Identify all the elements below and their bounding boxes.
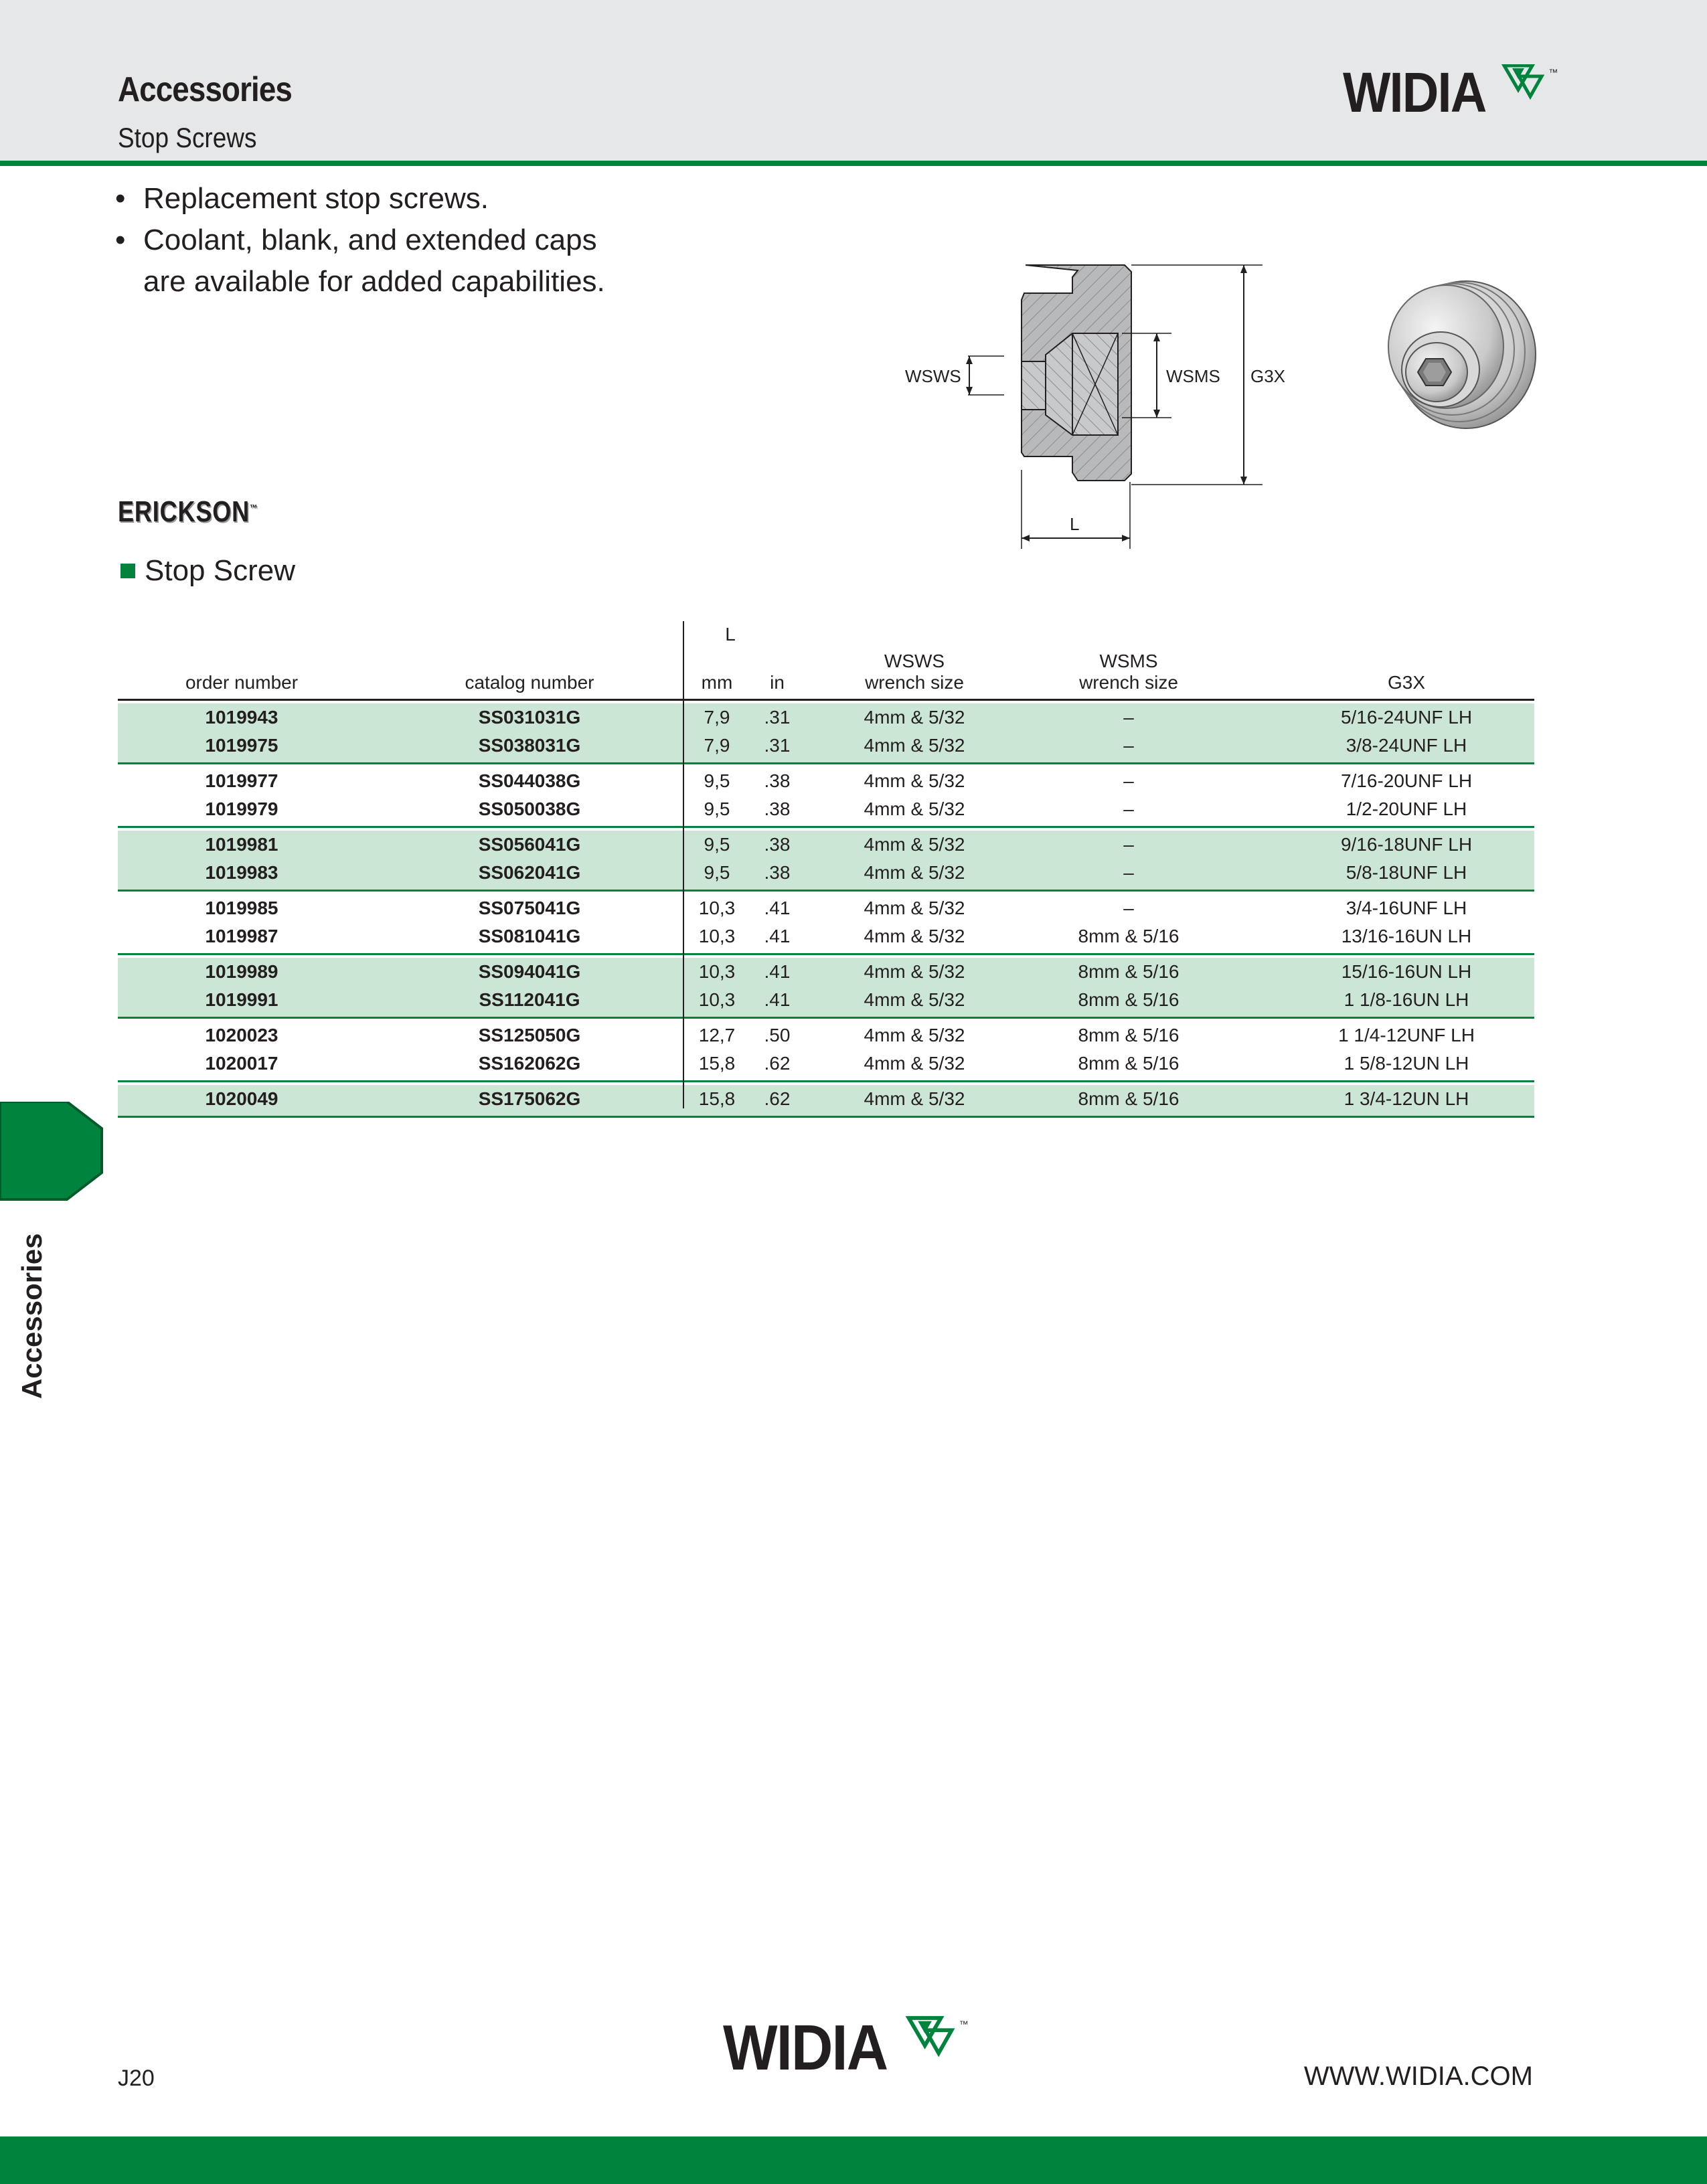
cell-in: .38 — [764, 770, 791, 791]
col-header-l: L — [725, 624, 736, 645]
table-row — [118, 767, 1534, 795]
cell-wsms: – — [1123, 799, 1134, 819]
stop-screw-product-image — [1359, 262, 1546, 436]
table-row-group — [118, 1085, 1534, 1118]
green-square-icon — [120, 564, 135, 578]
cell-g3x: 7/16-20UNF LH — [1340, 770, 1473, 791]
cell-catalog: SS031031G — [478, 707, 581, 728]
stop-screw-cross-section-diagram — [897, 254, 1312, 556]
cell-order: 1019985 — [205, 898, 278, 918]
cell-wsms: 8mm & 5/16 — [1078, 989, 1180, 1010]
cell-catalog: SS050038G — [478, 799, 581, 819]
cell-wsws: 4mm & 5/32 — [864, 926, 965, 946]
page-title: Accessories — [118, 70, 292, 109]
cell-wsms: 8mm & 5/16 — [1078, 1088, 1180, 1109]
cell-in: .50 — [764, 1025, 791, 1045]
cell-in: .41 — [764, 926, 791, 946]
col-header-wsws: WSWS — [884, 651, 945, 671]
feature-bullets — [115, 178, 605, 303]
cell-mm: 15,8 — [698, 1088, 736, 1109]
table-row — [118, 958, 1534, 986]
cell-mm: 12,7 — [698, 1025, 736, 1045]
widia-logo-text: WIDIA — [1343, 61, 1486, 124]
cell-in: .31 — [764, 735, 791, 756]
cell-wsms: – — [1123, 707, 1134, 728]
erickson-brand-logo: ERICKSON™ — [118, 495, 258, 528]
cell-wsms: – — [1123, 735, 1134, 756]
cell-wsms: 8mm & 5/16 — [1078, 1053, 1180, 1074]
cell-order: 1019979 — [205, 799, 278, 819]
column-divider — [683, 621, 684, 1108]
widia-triangle-icon — [906, 2016, 959, 2063]
side-tab-label: Accessories — [16, 1233, 48, 1399]
cell-wsms: – — [1123, 898, 1134, 918]
cell-g3x: 1 5/8-12UN LH — [1344, 1053, 1469, 1074]
table-body — [118, 703, 1534, 1118]
cell-order: 1020049 — [205, 1088, 278, 1109]
section-side-tab — [0, 1102, 107, 1202]
widia-logo-footer — [723, 2012, 969, 2084]
section-heading — [120, 554, 295, 588]
cell-g3x: 15/16-16UN LH — [1341, 961, 1472, 982]
table-header — [118, 621, 1534, 701]
table-row — [118, 859, 1534, 887]
page-subtitle: Stop Screws — [118, 122, 257, 153]
cell-wsws: 4mm & 5/32 — [864, 707, 965, 728]
table-row — [118, 732, 1534, 760]
stop-screw-table — [118, 621, 1534, 1118]
cell-mm: 7,9 — [704, 707, 730, 728]
cell-mm: 10,3 — [698, 989, 736, 1010]
table-row-group — [118, 894, 1534, 955]
col-header-in: in — [770, 672, 785, 693]
header-rule — [0, 161, 1707, 166]
table-row-group — [118, 1021, 1534, 1082]
cell-in: .38 — [764, 799, 791, 819]
cell-catalog: SS112041G — [479, 989, 580, 1010]
table-row — [118, 831, 1534, 859]
cell-catalog: SS062041G — [478, 862, 581, 883]
table-row-group — [118, 767, 1534, 828]
cell-wsws: 4mm & 5/32 — [864, 1053, 965, 1074]
cell-wsws: 4mm & 5/32 — [864, 834, 965, 855]
cell-order: 1019989 — [205, 961, 278, 982]
cell-wsws: 4mm & 5/32 — [864, 1025, 965, 1045]
cell-in: .38 — [764, 834, 791, 855]
cell-catalog: SS125050G — [478, 1025, 581, 1045]
col-header-catalog-number: catalog number — [465, 672, 594, 693]
cell-in: .38 — [764, 862, 791, 883]
cell-catalog: SS038031G — [478, 735, 581, 756]
cell-g3x: 5/16-24UNF LH — [1340, 707, 1473, 728]
section-title: Stop Screw — [145, 554, 295, 587]
cell-g3x: 13/16-16UN LH — [1341, 926, 1472, 946]
cell-mm: 15,8 — [698, 1053, 736, 1074]
cell-wsws: 4mm & 5/32 — [864, 961, 965, 982]
col-header-wsms-sub: wrench size — [1079, 672, 1178, 693]
cell-wsms: – — [1123, 862, 1134, 883]
cell-catalog: SS162062G — [478, 1053, 581, 1074]
cell-order: 1020017 — [205, 1053, 278, 1074]
cell-mm: 9,5 — [704, 799, 730, 819]
cell-mm: 10,3 — [698, 926, 736, 946]
cell-order: 1019975 — [205, 735, 278, 756]
cell-order: 1019977 — [205, 770, 278, 791]
cell-mm: 10,3 — [698, 961, 736, 982]
cell-g3x: 1/2-20UNF LH — [1346, 799, 1467, 819]
cell-wsms: 8mm & 5/16 — [1078, 961, 1180, 982]
cell-mm: 9,5 — [704, 834, 730, 855]
cell-catalog: SS081041G — [478, 926, 581, 946]
table-row — [118, 795, 1534, 823]
cell-g3x: 5/8-18UNF LH — [1346, 862, 1467, 883]
table-row — [118, 1021, 1534, 1049]
cell-catalog: SS075041G — [478, 898, 581, 918]
cell-in: .31 — [764, 707, 791, 728]
cell-wsws: 4mm & 5/32 — [864, 862, 965, 883]
col-header-wsms: WSMS — [1099, 651, 1158, 671]
cell-catalog: SS094041G — [478, 961, 581, 982]
cell-order: 1019987 — [205, 926, 278, 946]
cell-g3x: 1 1/4-12UNF LH — [1338, 1025, 1475, 1045]
cell-wsms: – — [1123, 834, 1134, 855]
cell-in: .41 — [764, 961, 791, 982]
cell-in: .62 — [764, 1088, 791, 1109]
cell-wsms: – — [1123, 770, 1134, 791]
cell-mm: 10,3 — [698, 898, 736, 918]
cell-mm: 7,9 — [704, 735, 730, 756]
cell-catalog: SS175062G — [478, 1088, 581, 1109]
cell-in: .41 — [764, 989, 791, 1010]
cell-order: 1020023 — [205, 1025, 278, 1045]
table-row — [118, 1085, 1534, 1113]
cell-mm: 9,5 — [704, 770, 730, 791]
page-number: J20 — [118, 2066, 155, 2091]
col-header-g3x: G3X — [1387, 672, 1426, 693]
cell-wsws: 4mm & 5/32 — [864, 898, 965, 918]
cell-g3x: 3/8-24UNF LH — [1346, 735, 1467, 756]
table-row — [118, 703, 1534, 732]
cell-g3x: 9/16-18UNF LH — [1340, 834, 1473, 855]
cell-wsws: 4mm & 5/32 — [864, 989, 965, 1010]
bullet-item: • Coolant, blank, and extended caps are available for added capabilities. — [115, 224, 605, 298]
cell-catalog: SS056041G — [478, 834, 581, 855]
label-g3x: G3X — [1250, 366, 1286, 386]
label-wsms: WSMS — [1166, 366, 1220, 386]
cell-catalog: SS044038G — [478, 770, 581, 791]
col-header-mm: mm — [701, 672, 733, 693]
cell-wsms: 8mm & 5/16 — [1078, 926, 1180, 946]
label-wsws: WSWS — [905, 366, 961, 386]
bullet-item: • Replacement stop screws. — [115, 182, 489, 215]
table-row — [118, 894, 1534, 922]
cell-wsws: 4mm & 5/32 — [864, 1088, 965, 1109]
cell-order: 1019983 — [205, 862, 278, 883]
cell-in: .62 — [764, 1053, 791, 1074]
table-row-group — [118, 831, 1534, 892]
cell-in: .41 — [764, 898, 791, 918]
cell-wsws: 4mm & 5/32 — [864, 770, 965, 791]
table-row — [118, 986, 1534, 1014]
table-row — [118, 1049, 1534, 1078]
cell-wsms: 8mm & 5/16 — [1078, 1025, 1180, 1045]
cell-wsws: 4mm & 5/32 — [864, 735, 965, 756]
table-row-group — [118, 703, 1534, 764]
col-header-order-number: order number — [185, 672, 299, 693]
cell-wsws: 4mm & 5/32 — [864, 799, 965, 819]
cell-order: 1019943 — [205, 707, 278, 728]
widia-triangle-icon — [1501, 64, 1548, 104]
widia-logo-text: WIDIA — [723, 2012, 888, 2084]
col-header-wsws-sub: wrench size — [865, 672, 964, 693]
table-row-group — [118, 958, 1534, 1019]
footer-bar — [0, 2136, 1707, 2184]
cell-g3x: 3/4-16UNF LH — [1346, 898, 1467, 918]
cell-mm: 9,5 — [704, 862, 730, 883]
cell-order: 1019991 — [205, 989, 278, 1010]
trademark-mark: ™ — [959, 2019, 969, 2029]
table-row — [118, 922, 1534, 950]
cell-g3x: 1 3/4-12UN LH — [1344, 1088, 1469, 1109]
cell-order: 1019981 — [205, 834, 278, 855]
label-l: L — [1070, 514, 1080, 534]
widia-logo-header — [1343, 61, 1558, 124]
website-url[interactable]: WWW.WIDIA.COM — [1303, 2062, 1533, 2091]
cell-g3x: 1 1/8-16UN LH — [1344, 989, 1469, 1010]
trademark-mark: ™ — [1548, 67, 1558, 78]
